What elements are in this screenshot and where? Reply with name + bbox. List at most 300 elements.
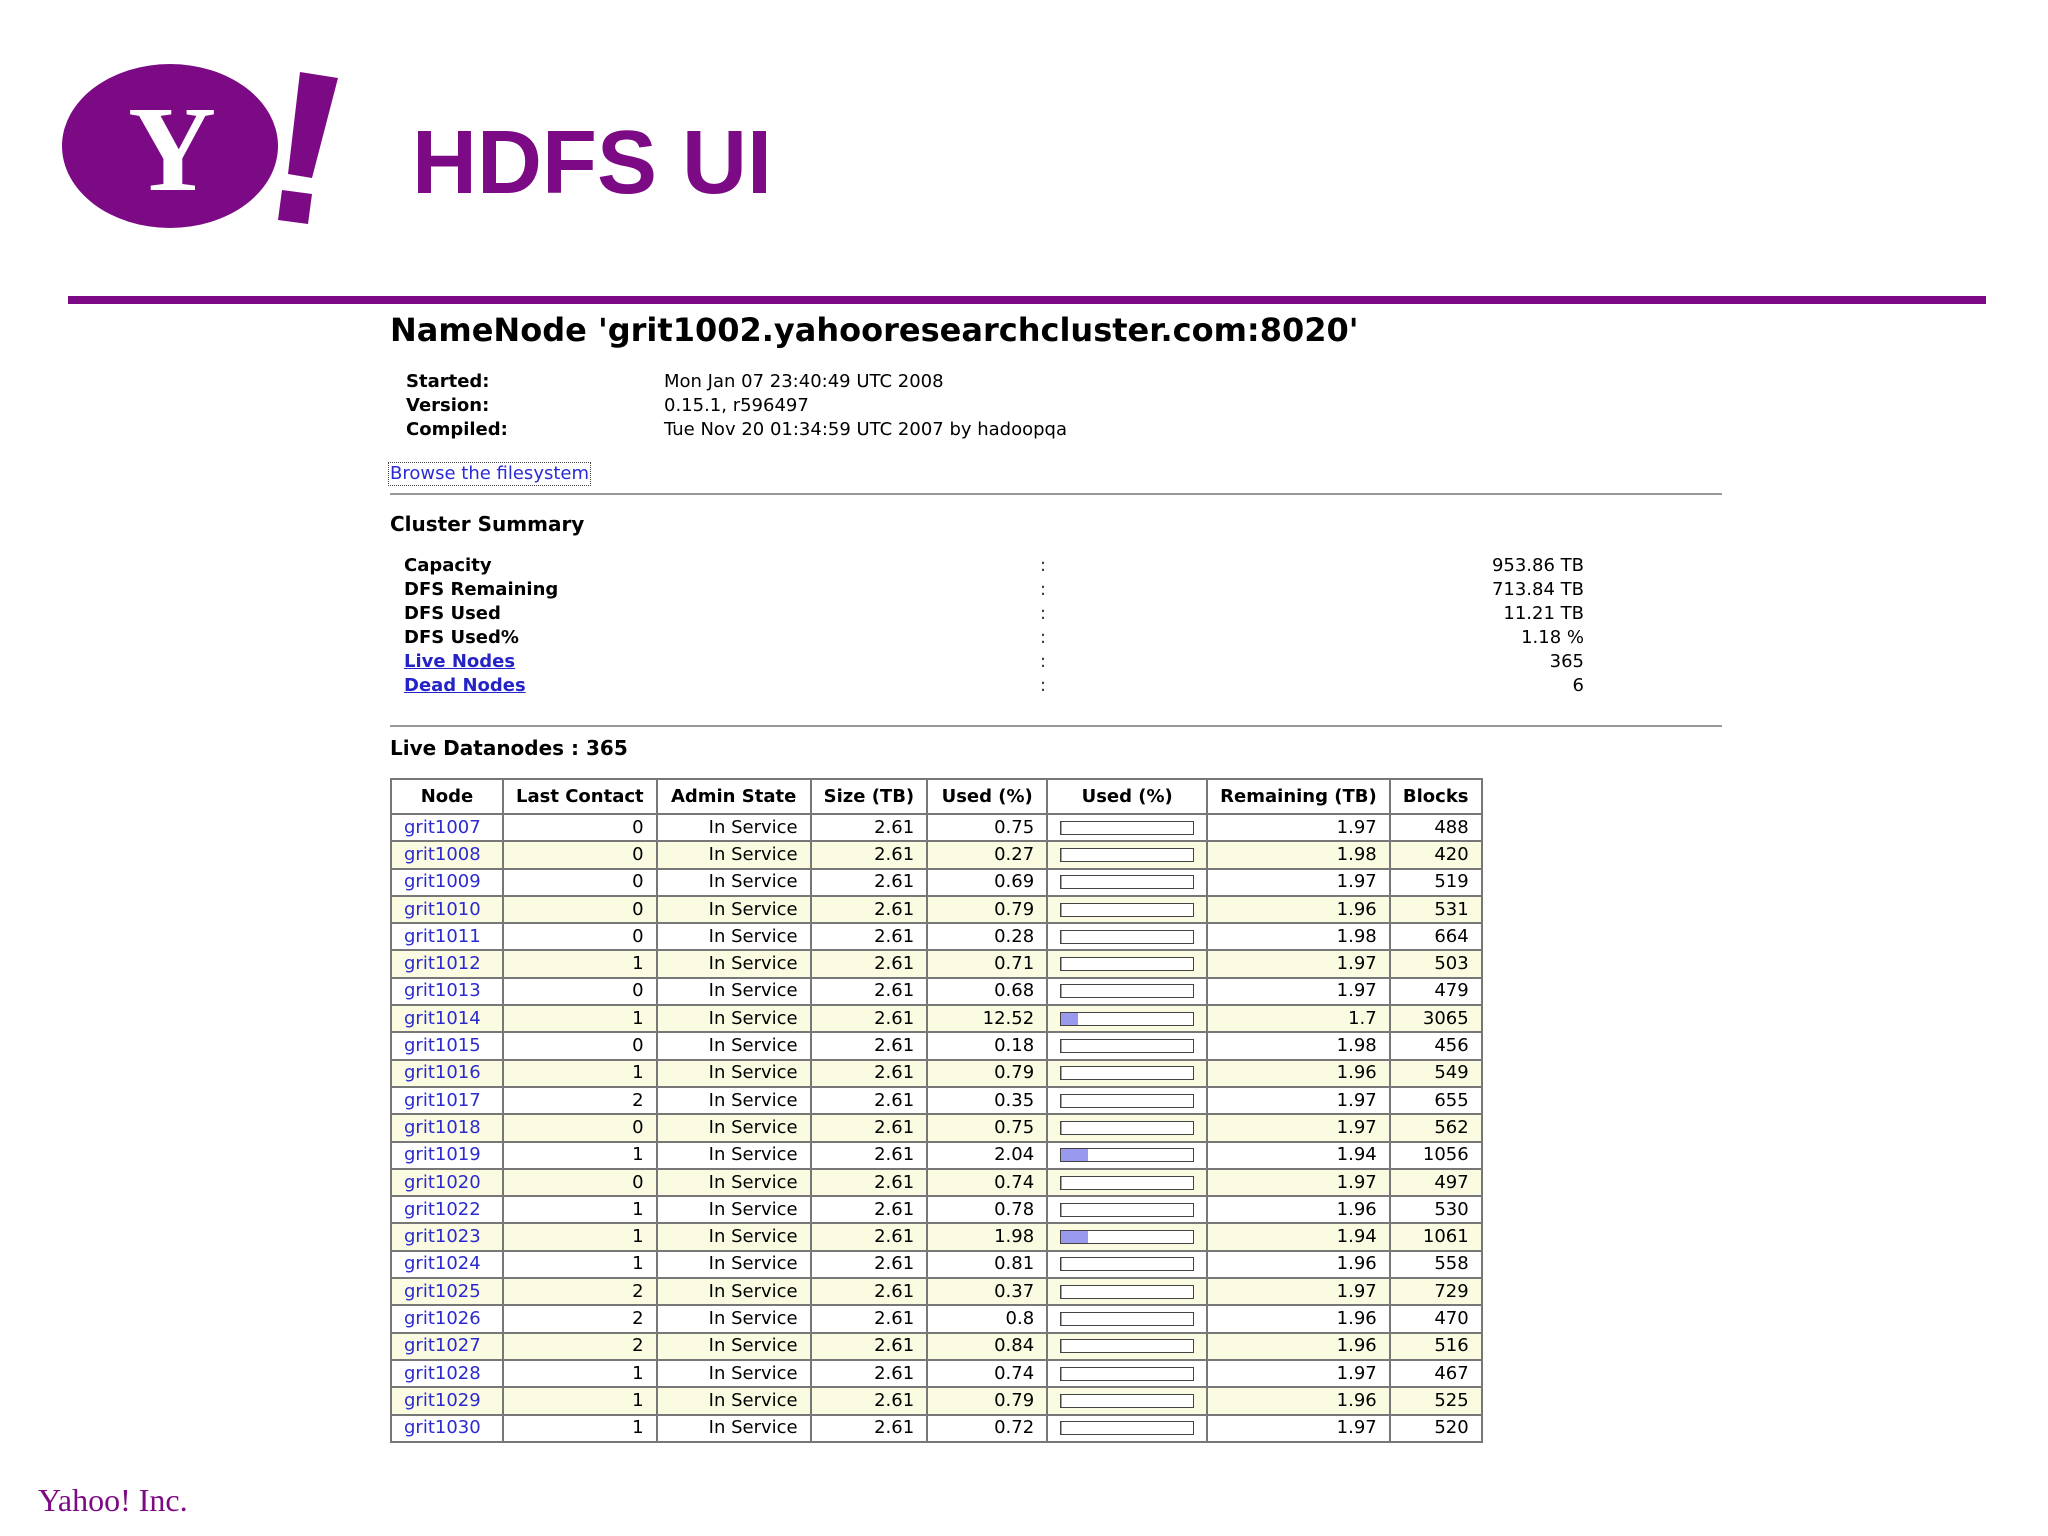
usage-bar: [1060, 1257, 1194, 1271]
usage-bar-fill: [1061, 1313, 1062, 1325]
last-contact-cell: 2: [503, 1333, 657, 1360]
node-link[interactable]: grit1020: [404, 1171, 481, 1193]
slide-title: HDFS UI: [412, 113, 772, 213]
table-row: [391, 1251, 1482, 1278]
node-link[interactable]: grit1007: [404, 816, 481, 838]
admin-state-cell: In Service: [657, 1415, 811, 1442]
last-contact-cell: 1: [503, 1415, 657, 1442]
summary-colon: :: [1040, 579, 1047, 600]
remaining-cell: 1.96: [1207, 1196, 1390, 1223]
remaining-cell: 1.96: [1207, 1251, 1390, 1278]
table-row: [391, 923, 1482, 950]
last-contact-cell: 2: [503, 1305, 657, 1332]
usage-bar: [1060, 1421, 1194, 1435]
blocks-cell: 664: [1390, 923, 1482, 950]
blocks-cell: 520: [1390, 1415, 1482, 1442]
used-bar-cell: [1047, 1251, 1207, 1278]
used-percent-cell: 12.52: [927, 1005, 1047, 1032]
used-bar-cell: [1047, 1387, 1207, 1414]
column-header-remaining[interactable]: Remaining (TB): [1207, 779, 1390, 814]
usage-bar-fill: [1061, 958, 1062, 970]
node-cell: [391, 1060, 503, 1087]
used-percent-cell: 0.35: [927, 1087, 1047, 1114]
admin-state-cell: In Service: [657, 1142, 811, 1169]
admin-state-cell: In Service: [657, 1169, 811, 1196]
last-contact-cell: 0: [503, 1032, 657, 1059]
remaining-cell: 1.96: [1207, 1387, 1390, 1414]
admin-state-cell: In Service: [657, 1087, 811, 1114]
remaining-cell: 1.97: [1207, 1087, 1390, 1114]
size-cell: 2.61: [811, 814, 928, 841]
remaining-cell: 1.96: [1207, 1333, 1390, 1360]
blocks-cell: 497: [1390, 1169, 1482, 1196]
size-cell: 2.61: [811, 923, 928, 950]
table-header-row: [391, 779, 1482, 814]
admin-state-cell: In Service: [657, 1360, 811, 1387]
used-percent-cell: 2.04: [927, 1142, 1047, 1169]
table-row: [391, 1087, 1482, 1114]
last-contact-cell: 0: [503, 1169, 657, 1196]
size-cell: 2.61: [811, 1278, 928, 1305]
summary-colon: :: [1040, 627, 1047, 648]
footer-text: Yahoo! Inc.: [38, 1482, 188, 1518]
used-bar-cell: [1047, 841, 1207, 868]
size-cell: 2.61: [811, 1114, 928, 1141]
blocks-cell: 456: [1390, 1032, 1482, 1059]
column-header-last-contact[interactable]: Last Contact: [503, 779, 657, 814]
last-contact-cell: 1: [503, 1196, 657, 1223]
node-link[interactable]: grit1010: [404, 898, 481, 920]
node-link[interactable]: grit1025: [404, 1280, 481, 1302]
node-link[interactable]: grit1022: [404, 1198, 481, 1220]
summary-colon: :: [1040, 651, 1047, 672]
cluster-summary-heading: Cluster Summary: [390, 512, 585, 536]
svg-text:Y: Y: [127, 82, 217, 217]
summary-value: 365: [1549, 651, 1584, 672]
blocks-cell: 1061: [1390, 1223, 1482, 1250]
table-row: [391, 1333, 1482, 1360]
table-row: [391, 1223, 1482, 1250]
admin-state-cell: In Service: [657, 923, 811, 950]
dead-nodes-link[interactable]: Dead Nodes: [404, 675, 526, 696]
used-bar-cell: [1047, 896, 1207, 923]
column-header-admin-state[interactable]: Admin State: [657, 779, 811, 814]
summary-colon: :: [1040, 675, 1047, 696]
table-row: [391, 1060, 1482, 1087]
node-link[interactable]: grit1024: [404, 1253, 481, 1275]
last-contact-cell: 1: [503, 1060, 657, 1087]
usage-bar: [1060, 1148, 1194, 1162]
last-contact-cell: 0: [503, 896, 657, 923]
node-link[interactable]: grit1012: [404, 953, 481, 975]
used-percent-cell: 0.75: [927, 1114, 1047, 1141]
table-row: [391, 1005, 1482, 1032]
size-cell: 2.61: [811, 950, 928, 977]
admin-state-cell: In Service: [657, 841, 811, 868]
admin-state-cell: In Service: [657, 1032, 811, 1059]
admin-state-cell: In Service: [657, 1278, 811, 1305]
usage-bar: [1060, 1312, 1194, 1326]
last-contact-cell: 0: [503, 978, 657, 1005]
table-row: [391, 1142, 1482, 1169]
used-bar-cell: [1047, 869, 1207, 896]
used-percent-cell: 0.81: [927, 1251, 1047, 1278]
compiled-label: Compiled:: [406, 419, 508, 440]
node-cell: [391, 1223, 503, 1250]
usage-bar-fill: [1061, 1368, 1062, 1380]
last-contact-cell: 1: [503, 1142, 657, 1169]
table-row: [391, 978, 1482, 1005]
blocks-cell: 467: [1390, 1360, 1482, 1387]
summary-label: DFS Used%: [404, 627, 519, 648]
node-cell: [391, 1169, 503, 1196]
admin-state-cell: In Service: [657, 1060, 811, 1087]
used-percent-cell: 0.37: [927, 1278, 1047, 1305]
used-bar-cell: [1047, 1005, 1207, 1032]
used-bar-cell: [1047, 923, 1207, 950]
admin-state-cell: In Service: [657, 1114, 811, 1141]
node-cell: [391, 841, 503, 868]
blocks-cell: 549: [1390, 1060, 1482, 1087]
browse-filesystem-link[interactable]: Browse the filesystem: [390, 463, 590, 484]
admin-state-cell: In Service: [657, 1196, 811, 1223]
usage-bar: [1060, 1066, 1194, 1080]
size-cell: 2.61: [811, 1251, 928, 1278]
used-bar-cell: [1047, 950, 1207, 977]
node-link[interactable]: grit1030: [404, 1417, 481, 1439]
node-link[interactable]: grit1008: [404, 843, 481, 865]
blocks-cell: 655: [1390, 1087, 1482, 1114]
table-row: [391, 1415, 1482, 1442]
node-cell: [391, 814, 503, 841]
blocks-cell: 729: [1390, 1278, 1482, 1305]
used-bar-cell: [1047, 1087, 1207, 1114]
remaining-cell: 1.98: [1207, 923, 1390, 950]
used-percent-cell: 1.98: [927, 1223, 1047, 1250]
node-link[interactable]: grit1014: [404, 1007, 481, 1029]
compiled-value: Tue Nov 20 01:34:59 UTC 2007 by hadoopqa: [664, 419, 1068, 440]
usage-bar: [1060, 875, 1194, 889]
last-contact-cell: 1: [503, 1360, 657, 1387]
usage-bar: [1060, 1121, 1194, 1135]
summary-value: 1.18 %: [1521, 627, 1584, 648]
remaining-cell: 1.97: [1207, 1114, 1390, 1141]
column-header-size[interactable]: Size (TB): [811, 779, 928, 814]
used-percent-cell: 0.27: [927, 841, 1047, 868]
size-cell: 2.61: [811, 1333, 928, 1360]
node-link[interactable]: grit1013: [404, 980, 481, 1002]
admin-state-cell: In Service: [657, 1005, 811, 1032]
summary-row-dead-nodes: [404, 674, 1584, 698]
usage-bar: [1060, 984, 1194, 998]
admin-state-cell: In Service: [657, 1223, 811, 1250]
size-cell: 2.61: [811, 1032, 928, 1059]
column-header-used-percent[interactable]: Used (%): [927, 779, 1047, 814]
used-percent-cell: 0.18: [927, 1032, 1047, 1059]
remaining-cell: 1.97: [1207, 1360, 1390, 1387]
remaining-cell: 1.94: [1207, 1142, 1390, 1169]
remaining-cell: 1.97: [1207, 950, 1390, 977]
usage-bar-fill: [1061, 1177, 1062, 1189]
usage-bar: [1060, 1230, 1194, 1244]
blocks-cell: 479: [1390, 978, 1482, 1005]
usage-bar: [1060, 1285, 1194, 1299]
blocks-cell: 516: [1390, 1333, 1482, 1360]
table-row: [391, 1032, 1482, 1059]
usage-bar: [1060, 1203, 1194, 1217]
usage-bar-fill: [1061, 1258, 1062, 1270]
remaining-cell: 1.97: [1207, 1415, 1390, 1442]
used-percent-cell: 0.71: [927, 950, 1047, 977]
namenode-heading: NameNode 'grit1002.yahooresearchcluster.com:8020': [390, 311, 1359, 349]
usage-bar-fill: [1061, 1204, 1062, 1216]
usage-bar: [1060, 848, 1194, 862]
used-bar-cell: [1047, 978, 1207, 1005]
admin-state-cell: In Service: [657, 1333, 811, 1360]
used-bar-cell: [1047, 1415, 1207, 1442]
table-row: [391, 869, 1482, 896]
size-cell: 2.61: [811, 1169, 928, 1196]
node-cell: [391, 1278, 503, 1305]
used-percent-cell: 0.79: [927, 1387, 1047, 1414]
usage-bar-fill: [1061, 1340, 1062, 1352]
datanode-table: [390, 778, 1483, 1443]
blocks-cell: 530: [1390, 1196, 1482, 1223]
column-header-used-bar[interactable]: Used (%): [1047, 779, 1207, 814]
summary-value: 713.84 TB: [1491, 579, 1584, 600]
divider: [390, 493, 1722, 495]
blocks-cell: 3065: [1390, 1005, 1482, 1032]
summary-colon: :: [1040, 555, 1047, 576]
used-percent-cell: 0.8: [927, 1305, 1047, 1332]
summary-row-dfs-used-percent: [404, 626, 1584, 650]
summary-colon: :: [1040, 603, 1047, 624]
last-contact-cell: 1: [503, 1223, 657, 1250]
node-link[interactable]: grit1026: [404, 1307, 481, 1329]
node-cell: [391, 1387, 503, 1414]
live-nodes-link[interactable]: Live Nodes: [404, 651, 516, 672]
usage-bar: [1060, 1039, 1194, 1053]
last-contact-cell: 0: [503, 869, 657, 896]
size-cell: 2.61: [811, 1415, 928, 1442]
node-link[interactable]: grit1016: [404, 1062, 481, 1084]
size-cell: 2.61: [811, 1087, 928, 1114]
usage-bar-fill: [1061, 1122, 1062, 1134]
used-bar-cell: [1047, 1032, 1207, 1059]
remaining-cell: 1.97: [1207, 978, 1390, 1005]
admin-state-cell: In Service: [657, 814, 811, 841]
used-percent-cell: 0.78: [927, 1196, 1047, 1223]
size-cell: 2.61: [811, 841, 928, 868]
table-row: [391, 950, 1482, 977]
size-cell: 2.61: [811, 1196, 928, 1223]
version-value: 0.15.1, r596497: [664, 395, 809, 416]
used-bar-cell: [1047, 1360, 1207, 1387]
size-cell: 2.61: [811, 1005, 928, 1032]
node-cell: [391, 923, 503, 950]
summary-label: DFS Used: [404, 603, 501, 624]
table-row: [391, 1278, 1482, 1305]
version-label: Version:: [406, 395, 490, 416]
usage-bar-fill: [1061, 1422, 1062, 1434]
started-label: Started:: [406, 371, 490, 392]
blocks-cell: 503: [1390, 950, 1482, 977]
table-row: [391, 896, 1482, 923]
node-cell: [391, 1142, 503, 1169]
node-cell: [391, 1087, 503, 1114]
node-cell: [391, 1005, 503, 1032]
size-cell: 2.61: [811, 978, 928, 1005]
usage-bar-fill: [1061, 1231, 1087, 1243]
node-link[interactable]: grit1029: [404, 1389, 481, 1411]
node-cell: [391, 978, 503, 1005]
table-row: [391, 814, 1482, 841]
admin-state-cell: In Service: [657, 896, 811, 923]
used-percent-cell: 0.68: [927, 978, 1047, 1005]
used-percent-cell: 0.84: [927, 1333, 1047, 1360]
used-bar-cell: [1047, 1114, 1207, 1141]
table-row: [391, 1360, 1482, 1387]
size-cell: 2.61: [811, 1142, 928, 1169]
used-percent-cell: 0.69: [927, 869, 1047, 896]
usage-bar-fill: [1061, 985, 1062, 997]
remaining-cell: 1.98: [1207, 841, 1390, 868]
node-cell: [391, 1415, 503, 1442]
usage-bar-fill: [1061, 876, 1062, 888]
used-bar-cell: [1047, 1333, 1207, 1360]
used-bar-cell: [1047, 1060, 1207, 1087]
blocks-cell: 558: [1390, 1251, 1482, 1278]
summary-value: 6: [1572, 675, 1584, 696]
remaining-cell: 1.98: [1207, 1032, 1390, 1059]
node-cell: [391, 1333, 503, 1360]
blocks-cell: 488: [1390, 814, 1482, 841]
hdfs-ui-screenshot: [388, 300, 1738, 1478]
usage-bar-fill: [1061, 1395, 1062, 1407]
table-row: [391, 1305, 1482, 1332]
usage-bar: [1060, 1012, 1194, 1026]
last-contact-cell: 2: [503, 1087, 657, 1114]
table-row: [391, 1196, 1482, 1223]
used-bar-cell: [1047, 1169, 1207, 1196]
size-cell: 2.61: [811, 869, 928, 896]
size-cell: 2.61: [811, 1223, 928, 1250]
blocks-cell: 525: [1390, 1387, 1482, 1414]
node-link[interactable]: grit1028: [404, 1362, 481, 1384]
blocks-cell: 420: [1390, 841, 1482, 868]
node-link[interactable]: grit1019: [404, 1144, 481, 1166]
last-contact-cell: 0: [503, 923, 657, 950]
size-cell: 2.61: [811, 1060, 928, 1087]
datanode-rows: [391, 814, 1482, 1442]
used-bar-cell: [1047, 1196, 1207, 1223]
summary-row-dfs-used: [404, 602, 1584, 626]
remaining-cell: 1.7: [1207, 1005, 1390, 1032]
admin-state-cell: In Service: [657, 1305, 811, 1332]
usage-bar: [1060, 1367, 1194, 1381]
table-row: [391, 841, 1482, 868]
usage-bar: [1060, 1094, 1194, 1108]
usage-bar: [1060, 821, 1194, 835]
used-bar-cell: [1047, 814, 1207, 841]
summary-row-live-nodes: [404, 650, 1584, 674]
node-cell: [391, 1196, 503, 1223]
summary-row-dfs-remaining: [404, 578, 1584, 602]
usage-bar: [1060, 1176, 1194, 1190]
blocks-cell: 470: [1390, 1305, 1482, 1332]
node-link[interactable]: grit1023: [404, 1226, 481, 1248]
table-row: [391, 1169, 1482, 1196]
used-percent-cell: 0.79: [927, 896, 1047, 923]
live-datanodes-heading: Live Datanodes : 365: [390, 736, 628, 760]
size-cell: 2.61: [811, 1305, 928, 1332]
last-contact-cell: 0: [503, 814, 657, 841]
remaining-cell: 1.97: [1207, 1278, 1390, 1305]
summary-value: 11.21 TB: [1503, 603, 1584, 624]
used-percent-cell: 0.75: [927, 814, 1047, 841]
blocks-cell: 531: [1390, 896, 1482, 923]
usage-bar: [1060, 1339, 1194, 1353]
node-link[interactable]: grit1027: [404, 1335, 481, 1357]
remaining-cell: 1.97: [1207, 869, 1390, 896]
used-percent-cell: 0.79: [927, 1060, 1047, 1087]
blocks-cell: 1056: [1390, 1142, 1482, 1169]
used-percent-cell: 0.74: [927, 1360, 1047, 1387]
used-bar-cell: [1047, 1142, 1207, 1169]
table-row: [391, 1114, 1482, 1141]
summary-label: DFS Remaining: [404, 579, 559, 600]
last-contact-cell: 1: [503, 1251, 657, 1278]
remaining-cell: 1.96: [1207, 1305, 1390, 1332]
used-bar-cell: [1047, 1305, 1207, 1332]
blocks-cell: 519: [1390, 869, 1482, 896]
table-row: [391, 1387, 1482, 1414]
used-percent-cell: 0.28: [927, 923, 1047, 950]
node-link[interactable]: grit1017: [404, 1089, 481, 1111]
usage-bar: [1060, 957, 1194, 971]
used-bar-cell: [1047, 1278, 1207, 1305]
node-cell: [391, 1032, 503, 1059]
node-link[interactable]: grit1018: [404, 1116, 481, 1138]
size-cell: 2.61: [811, 1360, 928, 1387]
column-header-blocks[interactable]: Blocks: [1390, 779, 1482, 814]
node-cell: [391, 950, 503, 977]
usage-bar-fill: [1061, 822, 1062, 834]
last-contact-cell: 1: [503, 1005, 657, 1032]
last-contact-cell: 1: [503, 1387, 657, 1414]
usage-bar-fill: [1061, 1013, 1078, 1025]
node-cell: [391, 1251, 503, 1278]
remaining-cell: 1.96: [1207, 1060, 1390, 1087]
node-link[interactable]: grit1011: [404, 925, 481, 947]
last-contact-cell: 2: [503, 1278, 657, 1305]
node-link[interactable]: grit1015: [404, 1035, 481, 1057]
usage-bar: [1060, 903, 1194, 917]
node-cell: [391, 1114, 503, 1141]
usage-bar-fill: [1061, 904, 1062, 916]
admin-state-cell: In Service: [657, 1387, 811, 1414]
remaining-cell: 1.96: [1207, 896, 1390, 923]
node-cell: [391, 1360, 503, 1387]
node-cell: [391, 869, 503, 896]
column-header-node[interactable]: Node: [391, 779, 503, 814]
node-link[interactable]: grit1009: [404, 871, 481, 893]
last-contact-cell: 0: [503, 1114, 657, 1141]
usage-bar: [1060, 1394, 1194, 1408]
summary-label: Capacity: [404, 555, 492, 576]
used-percent-cell: 0.74: [927, 1169, 1047, 1196]
size-cell: 2.61: [811, 1387, 928, 1414]
